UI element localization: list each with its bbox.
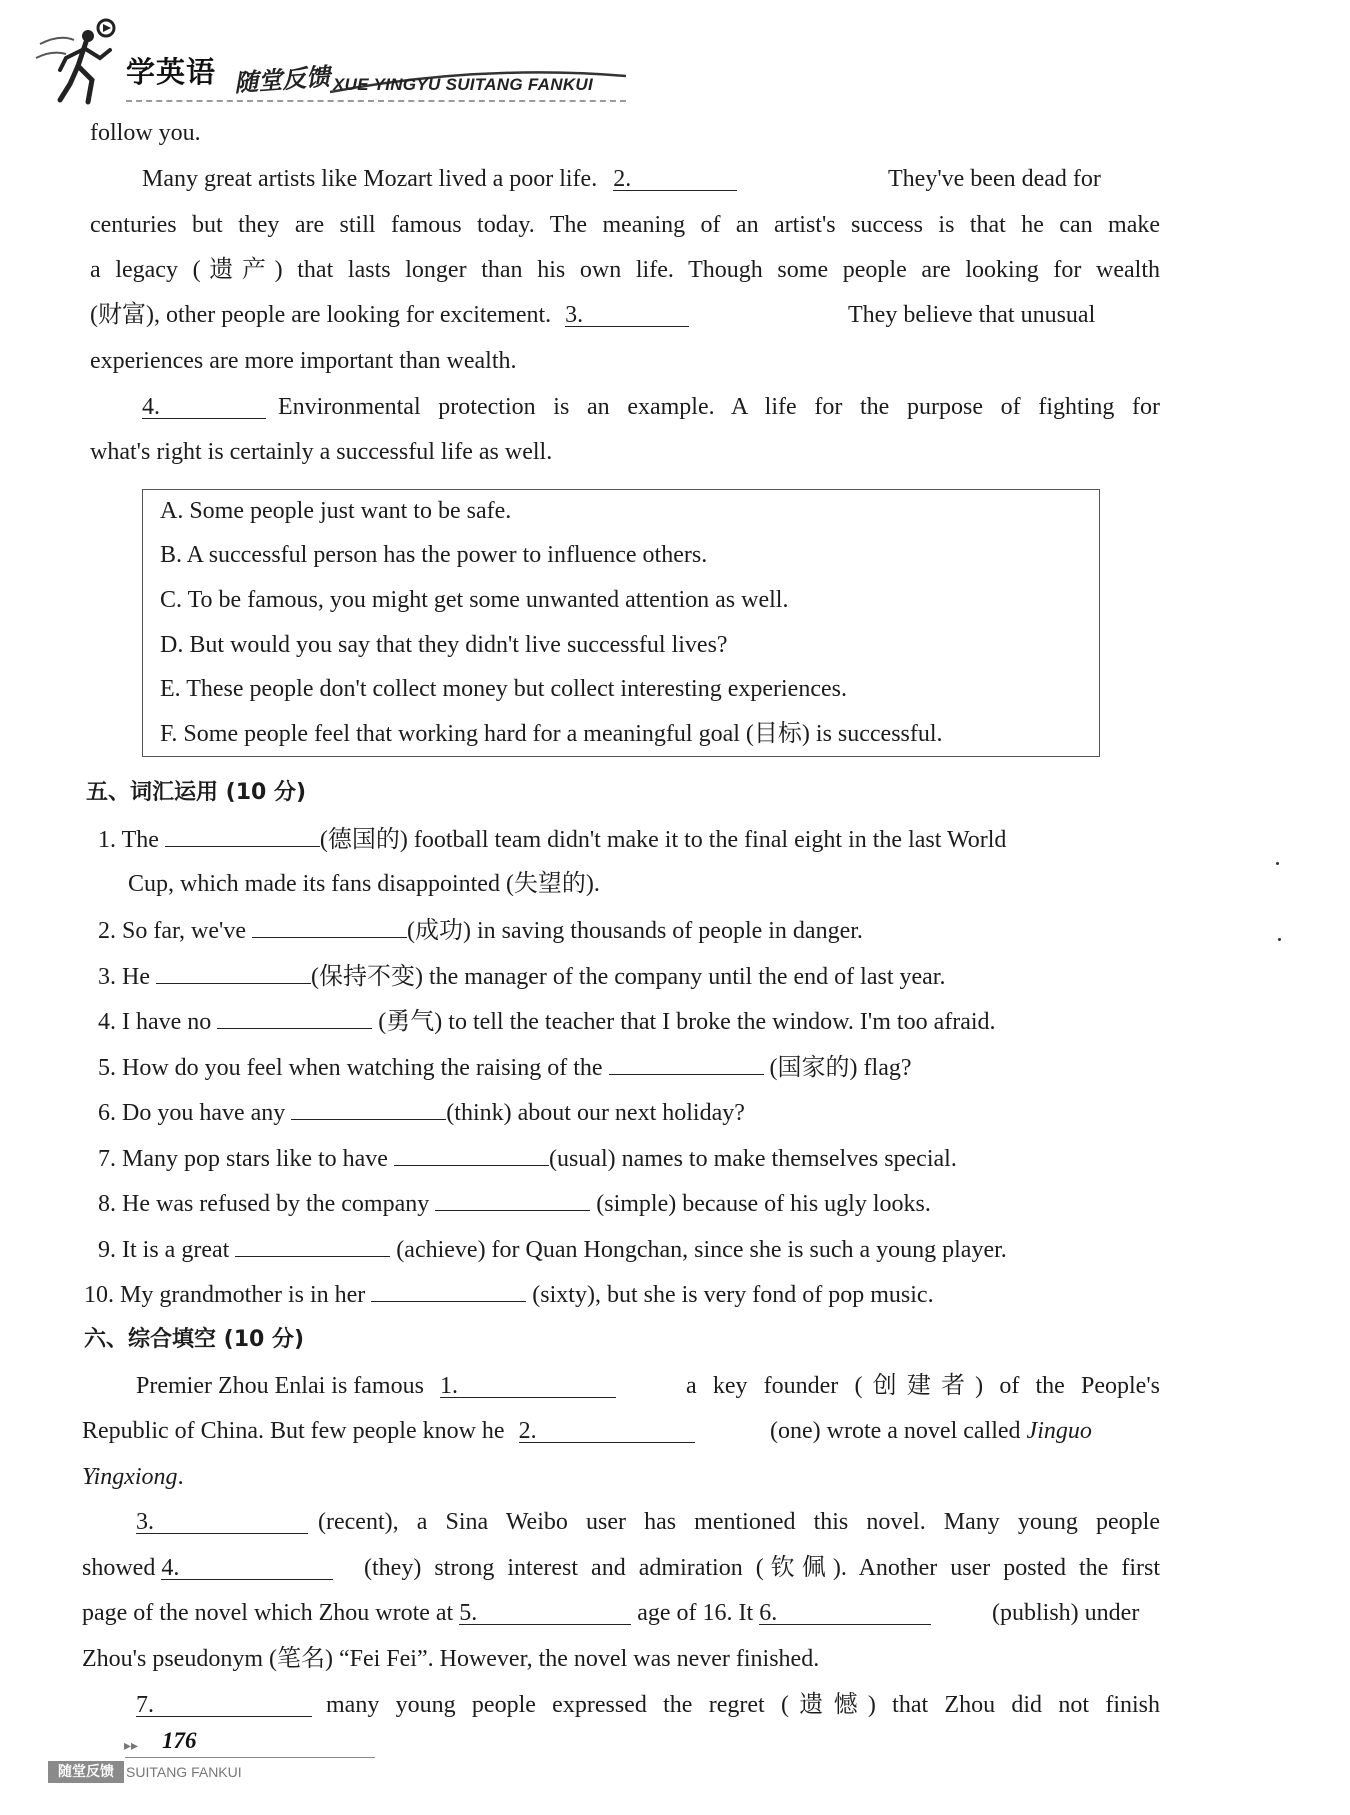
header-divider <box>126 100 626 102</box>
cloze-line: Republic of China. But few people know he 2. <box>82 1416 703 1446</box>
option-e: E. These people don't collect money but collect interesting experiences. <box>160 676 847 702</box>
header-subtitle-cn: 随堂反馈 <box>233 61 332 98</box>
vocab-item-1-cont: Cup, which made its fans disappointed (失望的). <box>128 871 600 897</box>
cloze-blank-6[interactable]: 6. <box>759 1602 931 1625</box>
passage-line: centuries but they are still famous today. The meaning of an artist's success is that he can make <box>90 212 1160 238</box>
vocab-item-2: 2. So far, we've (成功) in saving thousands of people in danger. <box>98 915 863 946</box>
vocab-item-1: 1. The (德国的) football team didn't make it to the final eight in the last World <box>98 824 1006 855</box>
cloze-blank-7[interactable]: 7. <box>136 1694 312 1717</box>
cloze-line: (one) wrote a novel called Jinguo <box>770 1418 1092 1444</box>
option-f: F. Some people feel that working hard for a meaningful goal (目标) is successful. <box>160 721 943 747</box>
vocab-item-9: 9. It is a great (achieve) for Quan Hongchan, since she is such a young player. <box>98 1234 1007 1265</box>
passage-line <box>142 392 278 422</box>
vocab-blank-7[interactable] <box>394 1143 549 1166</box>
option-d: D. But would you say that they didn't live successful lives? <box>160 632 728 658</box>
passage-line: Many great artists like Mozart lived a poor life. 2. <box>142 164 737 194</box>
scan-mark <box>1278 938 1281 941</box>
scan-mark <box>1276 862 1279 865</box>
answer-blank-3[interactable]: 3. <box>565 304 689 327</box>
passage-line: They believe that unusual <box>848 302 1096 328</box>
section-6-title: 六、综合填空 (10 分) <box>84 1327 305 1352</box>
vocab-item-3: 3. He (保持不变) the manager of the company until the end of last year. <box>98 961 945 992</box>
section-5-title: 五、词汇运用 (10 分) <box>86 780 307 805</box>
header-title-en: XUE YINGYU SUITANG FANKUI <box>333 75 594 94</box>
header-title-cn: 学英语 <box>126 55 217 89</box>
footer-divider <box>125 1757 375 1758</box>
passage-line: (财富), other people are looking for excitement. 3. <box>90 300 689 330</box>
footer-badge: 随堂反馈 <box>48 1761 124 1783</box>
cloze-line: a key founder (创建者) of the People's <box>686 1373 1160 1399</box>
cloze-line: Yingxiong. <box>82 1464 184 1490</box>
cloze-blank-1[interactable]: 1. <box>440 1375 616 1398</box>
vocab-item-10: 10. My grandmother is in her (sixty), but she is very fond of pop music. <box>84 1279 934 1310</box>
cloze-line: Zhou's pseudonym (笔名) “Fei Fei”. However, the novel was never finished. <box>82 1646 820 1672</box>
passage-line: a legacy (遗产) that lasts longer than his own life. Though some people are looking for wealth <box>90 257 1160 283</box>
vocab-blank-3[interactable] <box>156 961 311 984</box>
cloze-line: (they) strong interest and admiration (钦佩). Another user posted the first <box>364 1555 1160 1581</box>
cloze-blank-4[interactable]: 4. <box>161 1557 333 1580</box>
answer-blank-4[interactable]: 4. <box>142 396 266 419</box>
vocab-item-6: 6. Do you have any (think) about our next holiday? <box>98 1097 745 1128</box>
option-a: A. Some people just want to be safe. <box>160 498 512 524</box>
cloze-line: Premier Zhou Enlai is famous 1. <box>136 1371 626 1401</box>
cloze-line <box>136 1507 308 1537</box>
footer-arrows-icon: ▸▸ <box>124 1738 139 1754</box>
cloze-line: (publish) under <box>992 1600 1140 1626</box>
option-c: C. To be famous, you might get some unwanted attention as well. <box>160 587 789 613</box>
cloze-line: (recent), a Sina Weibo user has mentioned this novel. Many young people <box>318 1509 1160 1535</box>
vocab-item-8: 8. He was refused by the company (simple) because of his ugly looks. <box>98 1188 931 1219</box>
runner-logo-icon <box>30 14 140 109</box>
page-number: 176 <box>162 1728 197 1753</box>
page-header <box>30 14 630 109</box>
vocab-item-7: 7. Many pop stars like to have (usual) names to make themselves special. <box>98 1143 957 1174</box>
cloze-line <box>136 1690 312 1720</box>
passage-line: Environmental protection is an example. A life for the purpose of fighting for <box>278 394 1160 420</box>
vocab-blank-2[interactable] <box>252 915 407 938</box>
vocab-blank-4[interactable] <box>217 1006 372 1029</box>
passage-line: follow you. <box>90 120 201 146</box>
cloze-line: page of the novel which Zhou wrote at 5. age of 16. It 6. <box>82 1598 931 1628</box>
vocab-blank-5[interactable] <box>609 1052 764 1075</box>
option-b: B. A successful person has the power to influence others. <box>160 542 708 568</box>
cloze-blank-2[interactable]: 2. <box>519 1420 695 1443</box>
vocab-item-5: 5. How do you feel when watching the raising of the (国家的) flag? <box>98 1052 912 1083</box>
vocab-blank-10[interactable] <box>371 1279 526 1302</box>
vocab-blank-1[interactable] <box>165 824 320 847</box>
passage-line: what's right is certainly a successful life as well. <box>90 439 553 465</box>
vocab-blank-6[interactable] <box>291 1097 446 1120</box>
vocab-blank-8[interactable] <box>435 1188 590 1211</box>
vocab-blank-9[interactable] <box>235 1234 390 1257</box>
vocab-item-4: 4. I have no (勇气) to tell the teacher that I broke the window. I'm too afraid. <box>98 1006 996 1037</box>
cloze-line: many young people expressed the regret (遗憾) that Zhou did not finish <box>326 1692 1160 1718</box>
cloze-blank-3[interactable]: 3. <box>136 1511 308 1534</box>
footer-en-label: SUITANG FANKUI <box>126 1764 242 1780</box>
cloze-blank-5[interactable]: 5. <box>459 1602 631 1625</box>
cloze-line: showed 4. <box>82 1553 333 1583</box>
options-box <box>142 489 1100 757</box>
passage-line: They've been dead for <box>888 166 1101 192</box>
passage-line: experiences are more important than wealth. <box>90 348 517 374</box>
answer-blank-2[interactable]: 2. <box>613 168 737 191</box>
